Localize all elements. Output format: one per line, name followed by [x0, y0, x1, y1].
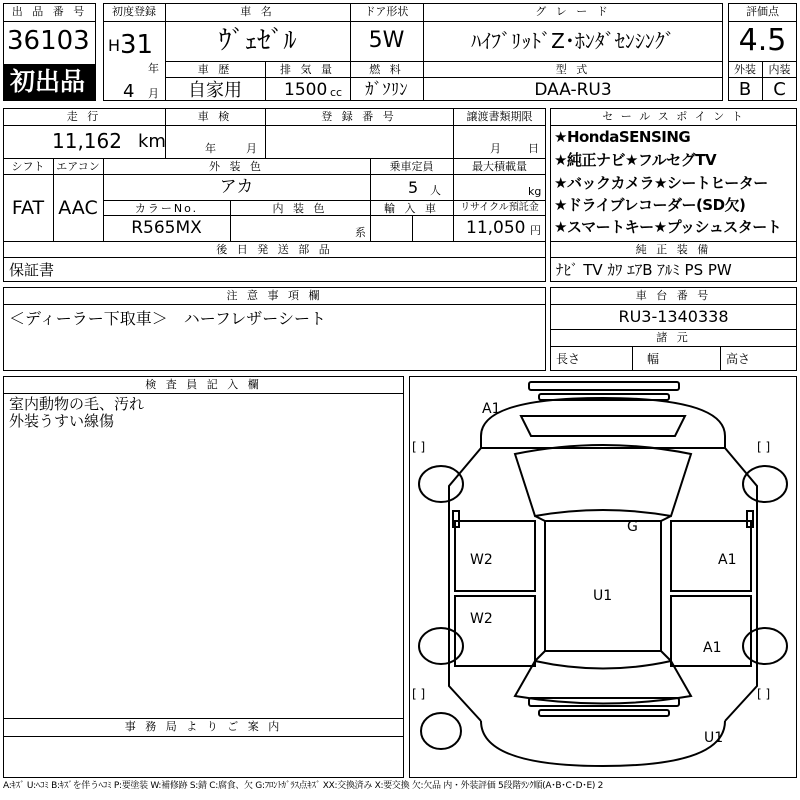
chassis-label: 車 台 番 号 [635, 289, 712, 302]
width-label: 幅 [647, 352, 660, 366]
transfer-label: 譲渡書類期限 [466, 110, 533, 123]
chassis-number: RU3-1340338 [618, 307, 729, 326]
dims-label: 諸 元 [656, 331, 691, 344]
capacity-label: 乗車定員 [389, 160, 434, 173]
capacity-unit: 人 [430, 184, 441, 197]
shift-label: シフト [11, 160, 45, 173]
ext-label: 外装 [734, 63, 756, 76]
inspect-label: 車 検 [197, 110, 233, 123]
interior-unit: 系 [355, 226, 366, 239]
equipment-items: ﾅﾋﾞ TV ｶﾜ ｴｱB ｱﾙﾐ PS PW [556, 261, 732, 279]
colorno-value: R565MX [131, 218, 202, 238]
int-grade: C [773, 79, 786, 100]
history-label: 車 歴 [197, 63, 233, 76]
name-label: 車 名 [240, 5, 275, 18]
first-listing-text: 初出品 [10, 67, 86, 96]
score-label: 評価点 [746, 5, 779, 18]
color-value: アカ [219, 177, 254, 197]
import-label: 輸 入 車 [384, 202, 439, 215]
reg-label: 初度登録 [112, 5, 156, 18]
fuel-label: 燃 料 [369, 63, 404, 76]
bracket-marker: [ ] [412, 440, 426, 454]
disp-label: 排 気 量 [280, 63, 335, 76]
recycle-unit: 円 [530, 224, 541, 237]
grade-value: ﾊｲﾌﾞﾘｯﾄﾞZ･ﾎﾝﾀﾞｾﾝｼﾝｸﾞ [471, 29, 675, 53]
inspector-line: 外装うすい線傷 [9, 412, 115, 430]
fuel-value: ｶﾞｿﾘﾝ [365, 80, 408, 100]
bracket-marker: [ ] [757, 687, 771, 701]
model-label: 型 式 [555, 63, 591, 76]
score-value: 4.5 [738, 23, 787, 58]
reg-month: 4 [123, 81, 135, 102]
load-unit: kg [528, 185, 542, 198]
lot-number: 36103 [7, 26, 90, 56]
footer-legend: A:ｷｽﾞ U:ﾍｺﾐ B:ｷｽﾞを伴うﾍｺﾐ P:要塗装 W:補修跡 S:錆 C:腐食、欠 G:ﾌﾛﾝﾄｶﾞﾗｽ点ｷｽﾞ XX:交換済み X:要交換 欠:欠品 内・外装評価 5段階ﾗﾝｸ順(A･B･C･D･E) 2 [3, 781, 604, 791]
inspect-month-unit: 月 [246, 142, 257, 155]
recycle-value: 11,050 [466, 218, 526, 238]
recycle-label: リサイクル預託金 [460, 202, 539, 213]
color-label: 外 装 色 [209, 160, 264, 173]
notes-text: ＜ディーラー下取車＞ ハーフレザーシート [9, 309, 326, 328]
inspect-year-unit: 年 [205, 142, 216, 155]
ext-grade: B [738, 79, 752, 100]
interior-label: 内 装 色 [272, 202, 328, 215]
reg-era: H [108, 36, 121, 55]
later-value: 保証書 [9, 261, 55, 279]
damage-mark: A1 [718, 552, 737, 568]
damage-mark: W2 [470, 611, 493, 627]
door-type: 5W [368, 28, 405, 53]
notes-label: 注 意 事 項 欄 [226, 289, 323, 302]
mileage-value: 11,162 [52, 129, 122, 153]
office-label: 事 務 局 よ り ご 案 内 [124, 720, 283, 733]
colorno-label: カラーNo. [134, 202, 199, 215]
reg-month-unit: 月 [148, 87, 159, 100]
inspector-line: 室内動物の毛、汚れ [9, 395, 145, 413]
lot-label: 出 品 番 号 [11, 5, 88, 18]
capacity-value: 5 [408, 178, 419, 197]
reg-year-unit: 年 [148, 62, 159, 75]
ac-value: AAC [58, 197, 98, 219]
sales-line: ★ドライブレコーダー(SD欠) [554, 196, 746, 214]
bracket-marker: [ ] [412, 687, 426, 701]
int-label: 内装 [768, 63, 791, 76]
regno-label: 登 録 番 号 [321, 110, 397, 123]
sales-line: ★スマートキー★プッシュスタート [554, 218, 782, 236]
model-value: DAA-RU3 [534, 80, 612, 100]
sales-line: ★HondaSENSING [554, 128, 691, 146]
later-label: 後 日 発 送 部 品 [216, 243, 333, 256]
ac-label: エアコン [56, 160, 100, 173]
car-name: ｳﾞｪｾﾞﾙ [218, 26, 297, 56]
bracket-marker: [ ] [757, 440, 771, 454]
sales-line: ★バックカメラ★シートヒーター [554, 174, 768, 192]
load-label: 最大積載量 [472, 160, 527, 173]
sales-label: セ ー ル ス ポ イ ン ト [602, 110, 745, 123]
disp-unit: cc [330, 86, 343, 99]
damage-mark: U1 [704, 730, 724, 746]
reg-year: 31 [120, 30, 154, 60]
mileage-label: 走 行 [66, 110, 102, 123]
inspector-label: 検 査 員 記 入 欄 [145, 378, 262, 391]
damage-mark: A1 [703, 640, 722, 656]
grade-label: グ レ ー ド [535, 5, 611, 18]
damage-mark: U1 [593, 588, 613, 604]
history-value: 自家用 [188, 80, 242, 101]
equipment-label: 純 正 装 備 [635, 243, 712, 256]
sales-line: ★純正ナビ★フルセグTV [554, 151, 717, 169]
length-label: 長さ [556, 352, 581, 366]
mileage-unit: km [138, 131, 166, 152]
car-diagram [409, 376, 797, 778]
displacement: 1500 [284, 80, 328, 100]
damage-mark: G [627, 519, 638, 535]
transfer-day-unit: 日 [528, 142, 539, 155]
height-label: 高さ [726, 352, 751, 366]
transfer-month-unit: 月 [490, 142, 501, 155]
damage-mark: W2 [470, 552, 493, 568]
shift-value: FAT [11, 197, 45, 219]
damage-mark: A1 [482, 401, 501, 417]
door-label: ドア形状 [364, 5, 409, 18]
